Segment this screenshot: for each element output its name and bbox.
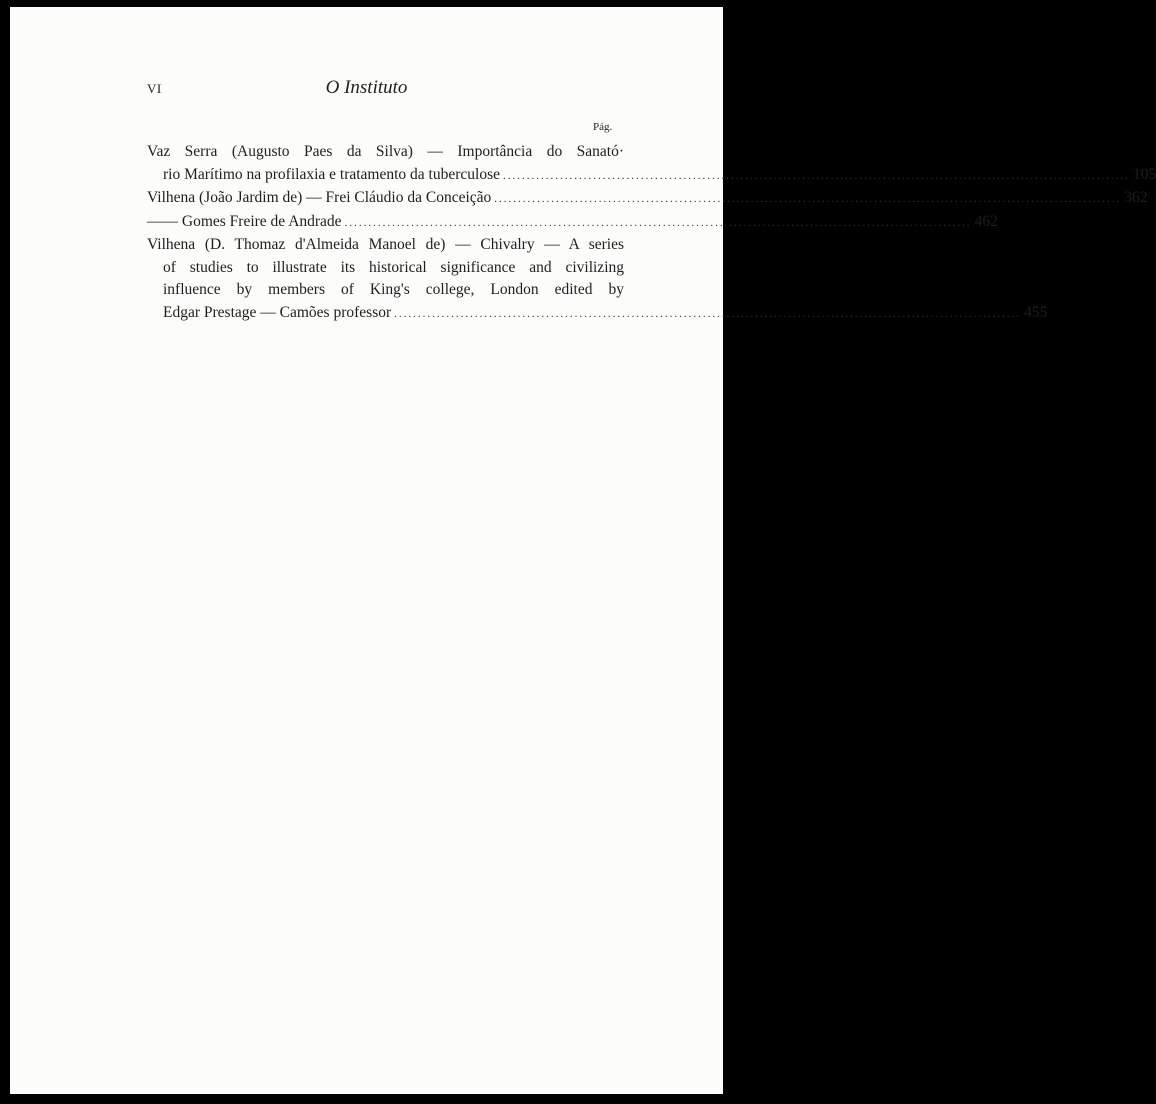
toc-entry-text: of studies to illustrate its historical significance and civilizing bbox=[163, 258, 624, 276]
toc-entry-text: influence by members of King's college, London edited by bbox=[163, 281, 624, 298]
toc-entry bbox=[147, 234, 1048, 325]
document-page bbox=[10, 7, 1156, 1094]
toc-entry-line bbox=[147, 302, 1048, 326]
toc-page-number: 455 bbox=[1024, 303, 1048, 321]
toc-entry bbox=[147, 141, 1156, 187]
toc-entry-text: Vilhena (João Jardim de) — Frei Cláudio da Conceição bbox=[147, 189, 492, 206]
toc-entry-line bbox=[147, 257, 624, 280]
toc-entry-line bbox=[147, 211, 998, 235]
toc-page-number: 105 bbox=[1133, 165, 1156, 183]
page-header bbox=[10, 77, 723, 101]
dot-leader bbox=[503, 165, 1130, 188]
toc-entry-text: rio Marítimo na profilaxia e tratamento da tuberculose bbox=[163, 165, 501, 183]
toc-entry bbox=[147, 187, 1148, 211]
toc-entry-text: Vaz Serra (Augusto Paes da Silva) — Importância do Sanató· bbox=[147, 143, 624, 160]
page-number: VI bbox=[147, 81, 162, 96]
dot-leader bbox=[494, 188, 1121, 211]
toc-page-number: 462 bbox=[974, 212, 998, 230]
dot-leader bbox=[394, 303, 1021, 326]
toc-entry-text: Edgar Prestage — Camões professor bbox=[163, 303, 392, 321]
dot-leader bbox=[345, 212, 972, 235]
toc-entry-text: —— Gomes Freire de Andrade bbox=[147, 212, 342, 230]
toc-entry bbox=[147, 211, 998, 235]
running-title: O Instituto bbox=[325, 77, 408, 98]
toc-entry-line bbox=[147, 141, 624, 164]
toc-entry-line bbox=[147, 187, 1148, 211]
toc-entry-line bbox=[147, 279, 624, 302]
pag-column-label: Pág. bbox=[593, 121, 613, 133]
toc-page-number: 362 bbox=[1124, 189, 1148, 206]
toc-entry-text: Vilhena (D. Thomaz d'Almeida Manoel de) — Chivalry — A series bbox=[147, 236, 624, 253]
toc-entry-line bbox=[147, 234, 624, 257]
table-of-contents bbox=[147, 141, 1156, 325]
toc-entry-line bbox=[147, 164, 1156, 188]
